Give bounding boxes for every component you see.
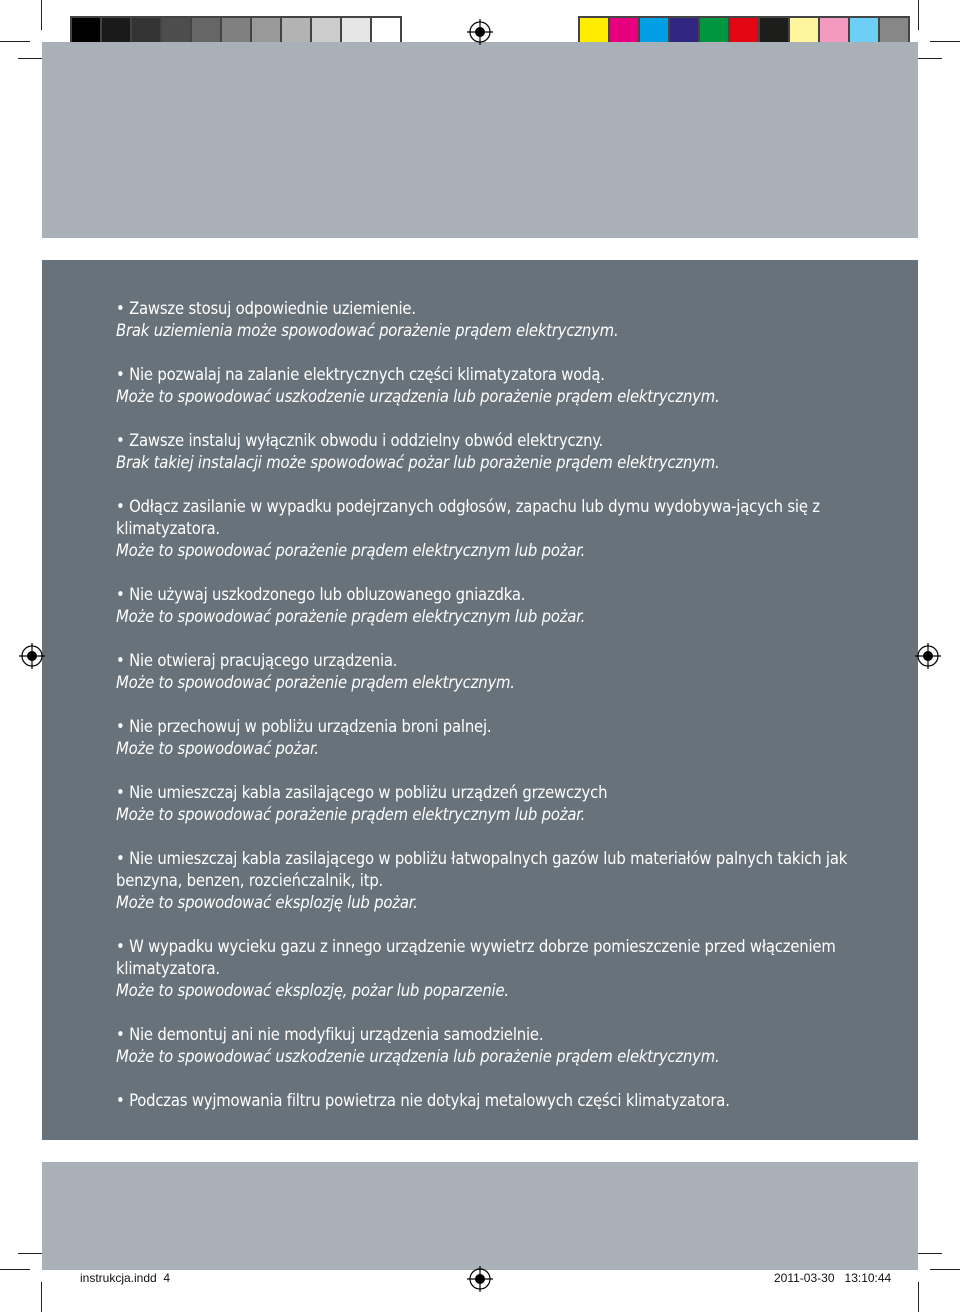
safety-item [116, 584, 848, 628]
color-swatch [670, 18, 698, 45]
crop-mark [0, 41, 30, 42]
crop-mark [18, 1253, 42, 1254]
color-swatch [820, 18, 848, 45]
slug-timestamp [774, 1271, 891, 1285]
color-swatch [580, 18, 608, 45]
registration-mark-left-icon [19, 643, 45, 669]
slug-time: 13:10:44 [844, 1271, 892, 1285]
bottom-white-strip [42, 1140, 918, 1162]
safety-item [116, 430, 848, 474]
slug-date: 2011-03-30 [774, 1271, 835, 1285]
gray-swatch [192, 18, 220, 45]
crop-mark [918, 0, 919, 30]
color-swatch [640, 18, 668, 45]
registration-mark-right-icon [915, 643, 941, 669]
crop-mark [930, 41, 960, 42]
safety-item [116, 936, 848, 1002]
crop-mark [0, 1269, 30, 1270]
safety-warning: • Nie przechowuj w pobliżu urządzenia broni palnej. [116, 717, 492, 736]
safety-warning: • Nie otwieraj pracującego urządzenia. [116, 651, 398, 670]
safety-item [116, 364, 848, 408]
registration-mark-top-icon [467, 19, 493, 45]
safety-consequence: Może to spowodować eksplozję, pożar lub poparzenie. [116, 981, 509, 1000]
color-swatch [760, 18, 788, 45]
safety-consequence: Może to spowodować porażenie prądem elektrycznym. [116, 673, 515, 692]
gray-swatch [342, 18, 370, 45]
gray-swatch [162, 18, 190, 45]
safety-item [116, 1090, 848, 1112]
color-swatch [610, 18, 638, 45]
crop-mark [18, 58, 42, 59]
safety-warning: • Zawsze instaluj wyłącznik obwodu i oddzielny obwód elektryczny. [116, 431, 604, 450]
registration-mark-bottom-icon [467, 1266, 493, 1292]
safety-warning: • Nie demontuj ani nie modyfikuj urządzenia samodzielnie. [116, 1025, 544, 1044]
safety-consequence: Może to spowodować pożar. [116, 739, 319, 758]
crop-mark [930, 1269, 960, 1270]
safety-item [116, 650, 848, 694]
color-swatch [700, 18, 728, 45]
gray-swatch [72, 18, 100, 45]
safety-consequence: Może to spowodować porażenie prądem elektrycznym lub pożar. [116, 541, 586, 560]
safety-warning: • Zawsze stosuj odpowiednie uziemienie. [116, 299, 416, 318]
top-gray-area [42, 42, 918, 238]
slug-file [80, 1271, 170, 1285]
gray-swatch [252, 18, 280, 45]
gray-swatch [312, 18, 340, 45]
safety-warning: • Nie umieszczaj kabla zasilającego w pobliżu urządzeń grzewczych [116, 783, 608, 802]
safety-warning: • Odłącz zasilanie w wypadku podejrzanych odgłosów, zapachu lub dymu wydobywa-jących się z klimatyzatora. [116, 497, 820, 538]
safety-item [116, 1024, 848, 1068]
safety-item [116, 496, 848, 562]
gray-swatch [132, 18, 160, 45]
safety-item [116, 782, 848, 826]
slug-page-number: 4 [163, 1271, 171, 1285]
gray-swatch [102, 18, 130, 45]
crop-mark [918, 1282, 919, 1312]
crop-mark [918, 58, 942, 59]
safety-item [116, 848, 848, 914]
gray-swatch [282, 18, 310, 45]
safety-consequence: Brak uziemienia może spowodować porażenie prądem elektrycznym. [116, 321, 619, 340]
safety-warning: • Nie umieszczaj kabla zasilającego w pobliżu łatwopalnych gazów lub materiałów palnych takich jak benzyna, benzen, rozcieńczalnik, itp. [116, 849, 848, 890]
safety-consequence: Może to spowodować eksplozję lub pożar. [116, 893, 418, 912]
safety-items-list [116, 298, 848, 1134]
color-swatch [730, 18, 758, 45]
crop-mark [918, 1253, 942, 1254]
safety-consequence: Może to spowodować porażenie prądem elektrycznym lub pożar. [116, 805, 586, 824]
safety-consequence: Brak takiej instalacji może spowodować pożar lub porażenie prądem elektrycznym. [116, 453, 720, 472]
safety-consequence: Może to spowodować porażenie prądem elektrycznym lub pożar. [116, 607, 586, 626]
safety-consequence: Może to spowodować uszkodzenie urządzenia lub porażenie prądem elektrycznym. [116, 1047, 720, 1066]
safety-warning: • Nie używaj uszkodzonego lub obluzowanego gniazdka. [116, 585, 526, 604]
safety-warning: • Nie pozwalaj na zalanie elektrycznych części klimatyzatora wodą. [116, 365, 605, 384]
safety-consequence: Może to spowodować uszkodzenie urządzenia lub porażenie prądem elektrycznym. [116, 387, 720, 406]
gray-swatch [222, 18, 250, 45]
color-swatch [790, 18, 818, 45]
top-white-strip [42, 238, 918, 260]
safety-warning: • W wypadku wycieku gazu z innego urządzenie wywietrz dobrze pomieszczenie przed włączeniem klimatyzatora. [116, 937, 836, 978]
slug-filename: instrukcja.indd [80, 1271, 157, 1285]
bottom-gray-area [42, 1162, 918, 1270]
safety-warning: • Podczas wyjmowania filtru powietrza nie dotykaj metalowych części klimatyzatora. [116, 1091, 730, 1110]
gray-swatch [372, 18, 400, 45]
color-swatch [880, 18, 908, 45]
safety-item [116, 298, 848, 342]
crop-mark [41, 1282, 42, 1312]
safety-item [116, 716, 848, 760]
crop-mark [41, 0, 42, 30]
color-swatch [850, 18, 878, 45]
